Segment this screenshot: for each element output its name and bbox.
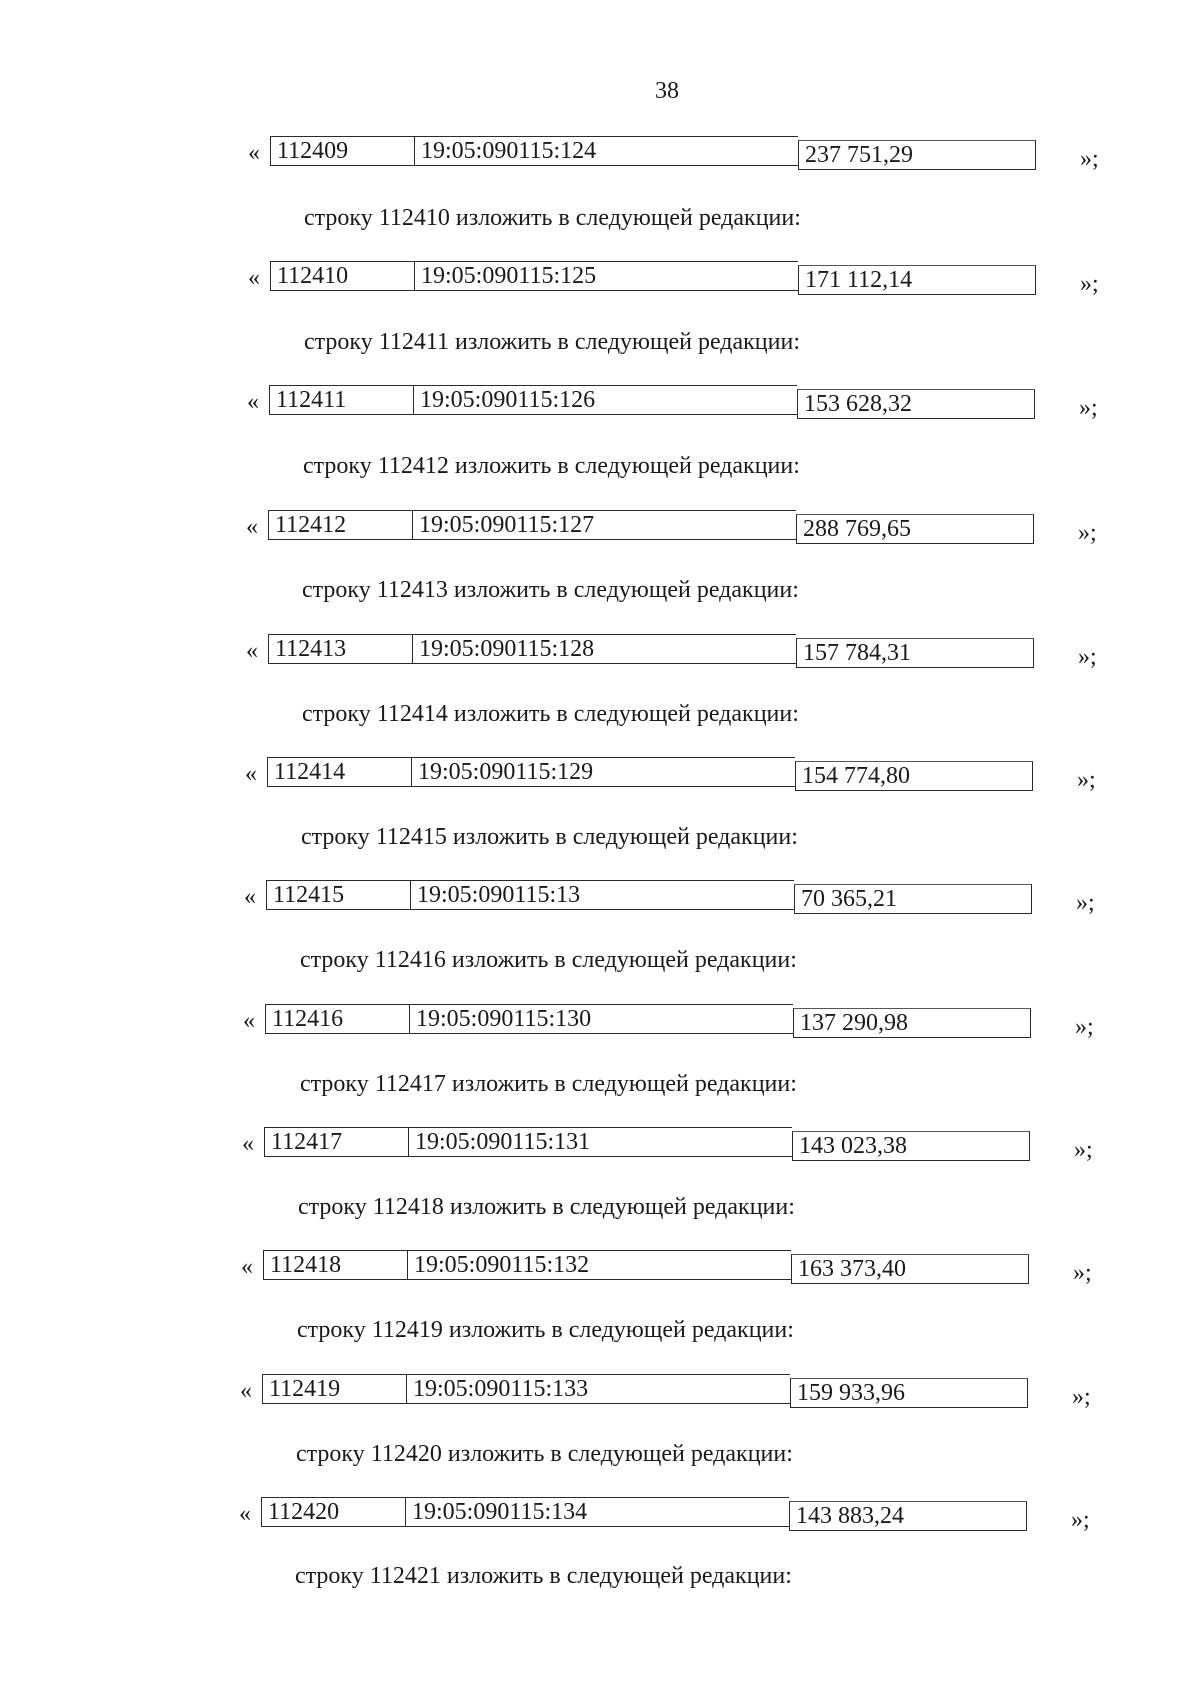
page-number: 38 <box>655 78 679 104</box>
table-row <box>246 634 1102 670</box>
cadastral-value-cell: 143 883,24 <box>789 1501 1027 1531</box>
row-number-cell: 112418 <box>263 1250 407 1280</box>
quote-open: « <box>247 389 259 415</box>
quote-open: « <box>244 884 256 910</box>
cadastral-value-cell: 159 933,96 <box>790 1378 1028 1408</box>
cadastral-value-cell: 157 784,31 <box>796 638 1034 668</box>
cadastral-value-cell: 153 628,32 <box>797 389 1035 419</box>
table-row <box>240 1374 1096 1410</box>
amendment-caption: строку 112421 изложить в следующей редакции: <box>295 1563 792 1589</box>
cadastral-value-cell: 163 373,40 <box>791 1254 1029 1284</box>
cadastral-number-cell: 19:05:090115:13 <box>410 880 794 910</box>
amendment-caption: строку 112419 изложить в следующей редакции: <box>297 1317 794 1343</box>
amendment-caption: строку 112417 изложить в следующей редакции: <box>300 1071 797 1097</box>
table-row <box>244 880 1100 916</box>
amendment-caption: строку 112412 изложить в следующей редакции: <box>303 453 800 479</box>
row-number-cell: 112415 <box>266 880 410 910</box>
row-number-cell: 112420 <box>261 1497 405 1527</box>
table-row <box>248 261 1104 297</box>
quote-open: « <box>243 1008 255 1034</box>
cadastral-value-cell: 288 769,65 <box>796 514 1034 544</box>
quote-close: »; <box>1071 1507 1090 1533</box>
quote-close: »; <box>1079 395 1098 421</box>
cadastral-number-cell: 19:05:090115:126 <box>413 385 797 415</box>
quote-close: »; <box>1072 1384 1091 1410</box>
cadastral-value-cell: 237 751,29 <box>798 140 1036 170</box>
quote-open: « <box>242 1131 254 1157</box>
table-row <box>246 510 1102 546</box>
cadastral-number-cell: 19:05:090115:134 <box>405 1497 789 1527</box>
quote-open: « <box>240 1378 252 1404</box>
quote-open: « <box>239 1501 251 1527</box>
cadastral-value-cell: 154 774,80 <box>795 761 1033 791</box>
row-number-cell: 112412 <box>268 510 412 540</box>
quote-close: »; <box>1077 767 1096 793</box>
cadastral-number-cell: 19:05:090115:132 <box>407 1250 791 1280</box>
quote-close: »; <box>1080 146 1099 172</box>
quote-close: »; <box>1073 1260 1092 1286</box>
quote-open: « <box>245 761 257 787</box>
quote-open: « <box>246 638 258 664</box>
quote-open: « <box>241 1254 253 1280</box>
cadastral-number-cell: 19:05:090115:129 <box>411 757 795 787</box>
quote-close: »; <box>1074 1137 1093 1163</box>
quote-close: »; <box>1080 271 1099 297</box>
quote-close: »; <box>1075 1014 1094 1040</box>
row-number-cell: 112409 <box>270 136 414 166</box>
table-row <box>247 385 1103 421</box>
quote-close: »; <box>1078 644 1097 670</box>
amendment-caption: строку 112410 изложить в следующей редакции: <box>304 205 801 231</box>
row-number-cell: 112414 <box>267 757 411 787</box>
cadastral-number-cell: 19:05:090115:133 <box>406 1374 790 1404</box>
quote-open: « <box>248 265 260 291</box>
cadastral-number-cell: 19:05:090115:130 <box>409 1004 793 1034</box>
amendment-caption: строку 112416 изложить в следующей редакции: <box>300 947 797 973</box>
cadastral-number-cell: 19:05:090115:125 <box>414 261 798 291</box>
cadastral-value-cell: 70 365,21 <box>794 884 1032 914</box>
row-number-cell: 112417 <box>264 1127 408 1157</box>
cadastral-number-cell: 19:05:090115:131 <box>408 1127 792 1157</box>
cadastral-number-cell: 19:05:090115:128 <box>412 634 796 664</box>
amendment-caption: строку 112414 изложить в следующей редакции: <box>302 701 799 727</box>
table-row <box>242 1127 1098 1163</box>
row-number-cell: 112419 <box>262 1374 406 1404</box>
cadastral-value-cell: 137 290,98 <box>793 1008 1031 1038</box>
amendment-caption: строку 112411 изложить в следующей редакции: <box>304 329 801 355</box>
row-number-cell: 112413 <box>268 634 412 664</box>
quote-open: « <box>246 514 258 540</box>
quote-open: « <box>248 140 260 166</box>
cadastral-number-cell: 19:05:090115:124 <box>414 136 798 166</box>
cadastral-number-cell: 19:05:090115:127 <box>412 510 796 540</box>
table-row <box>245 757 1101 793</box>
table-row <box>248 136 1104 172</box>
amendment-caption: строку 112420 изложить в следующей редакции: <box>296 1441 793 1467</box>
amendment-caption: строку 112418 изложить в следующей редакции: <box>298 1194 795 1220</box>
row-number-cell: 112416 <box>265 1004 409 1034</box>
amendment-caption: строку 112415 изложить в следующей редакции: <box>301 824 798 850</box>
cadastral-value-cell: 143 023,38 <box>792 1131 1030 1161</box>
row-number-cell: 112410 <box>270 261 414 291</box>
quote-close: »; <box>1078 520 1097 546</box>
cadastral-value-cell: 171 112,14 <box>798 265 1036 295</box>
row-number-cell: 112411 <box>269 385 413 415</box>
table-row <box>243 1004 1099 1040</box>
table-row <box>241 1250 1097 1286</box>
quote-close: »; <box>1076 890 1095 916</box>
amendment-caption: строку 112413 изложить в следующей редакции: <box>302 577 799 603</box>
table-row <box>239 1497 1095 1533</box>
